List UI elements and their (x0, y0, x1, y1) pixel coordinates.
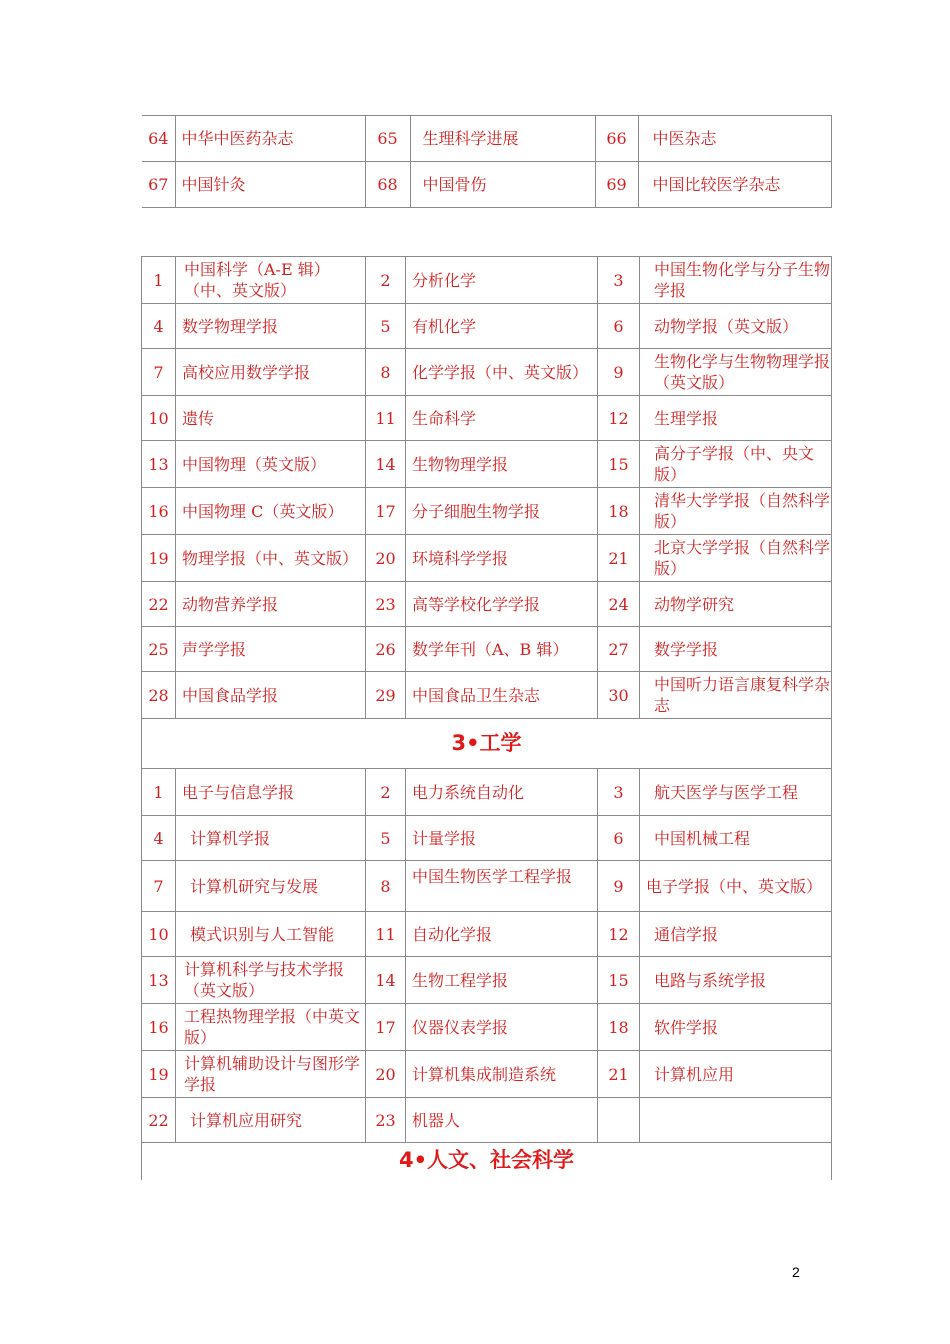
journal-number: 12 (598, 912, 640, 957)
journal-number: 6 (598, 816, 640, 861)
journal-name: 中华中医药杂志 (175, 116, 365, 162)
journal-number: 15 (598, 441, 640, 488)
journal-number: 22 (142, 582, 176, 627)
journal-name: 机器人 (406, 1098, 598, 1143)
journal-number: 18 (598, 488, 640, 535)
journal-name: 计算机研究与发展 (176, 861, 366, 912)
journal-number: 64 (142, 116, 175, 162)
table-row (142, 441, 832, 488)
journal-number: 2 (366, 257, 406, 304)
journal-number: 8 (366, 349, 406, 396)
journal-name: 电子与信息学报 (176, 769, 366, 816)
table-row (142, 1004, 832, 1051)
journal-number: 11 (366, 912, 406, 957)
journal-name: 计算机集成制造系统 (406, 1051, 598, 1098)
journal-number: 10 (142, 396, 176, 441)
table-row (142, 488, 832, 535)
table-row (142, 861, 832, 912)
journal-name: 环境科学学报 (406, 535, 598, 582)
journal-number: 67 (142, 162, 175, 208)
journal-name: 计算机科学与技术学报（英文版） (176, 957, 366, 1004)
table-row (142, 1051, 832, 1098)
table-row (142, 257, 832, 304)
section-heading-row (142, 719, 832, 769)
journal-name: 声学学报 (176, 627, 366, 672)
journal-name: 中国生物医学工程学报 (406, 861, 598, 912)
journal-name: 高校应用数学学报 (176, 349, 366, 396)
journal-name: 自动化学报 (406, 912, 598, 957)
journal-name: 清华大学学报（自然科学版） (640, 488, 832, 535)
journal-name: 中国生物化学与分子生物学报 (640, 257, 832, 304)
journal-number: 3 (598, 769, 640, 816)
journal-name: 软件学报 (640, 1004, 832, 1051)
journal-number: 30 (598, 672, 640, 719)
table-row (142, 116, 831, 162)
journal-number: 24 (598, 582, 640, 627)
journal-number: 21 (598, 535, 640, 582)
journal-number: 65 (365, 116, 410, 162)
journal-number: 16 (142, 488, 176, 535)
journal-number: 14 (366, 441, 406, 488)
journal-number: 22 (142, 1098, 176, 1143)
journal-table-top (142, 115, 832, 208)
table-row (142, 535, 832, 582)
journal-name: 生物物理学报 (406, 441, 598, 488)
table-row (142, 672, 832, 719)
journal-name: 物理学报（中、英文版） (176, 535, 366, 582)
journal-name: 中国食品学报 (176, 672, 366, 719)
journal-name: 计量学报 (406, 816, 598, 861)
journal-number: 9 (598, 349, 640, 396)
journal-name: 生理学报 (640, 396, 832, 441)
journal-name: 计算机辅助设计与图形学学报 (176, 1051, 366, 1098)
journal-name: 中国机械工程 (640, 816, 832, 861)
table-row (142, 162, 831, 208)
journal-number: 3 (598, 257, 640, 304)
journal-name: 模式识别与人工智能 (176, 912, 366, 957)
journal-number: 27 (598, 627, 640, 672)
journal-number: 5 (366, 816, 406, 861)
journal-number: 8 (366, 861, 406, 912)
table-row (142, 304, 832, 349)
journal-number: 28 (142, 672, 176, 719)
journal-number: 12 (598, 396, 640, 441)
section-heading-humanities: 4•人文、社会科学 (142, 1143, 832, 1181)
journal-name: 工程热物理学报（中英文版） (176, 1004, 366, 1051)
journal-name: 电路与系统学报 (640, 957, 832, 1004)
journal-number: 13 (142, 957, 176, 1004)
journal-name (640, 1098, 832, 1143)
journal-number (598, 1098, 640, 1143)
journal-name: 生物化学与生物物理学报（英文版） (640, 349, 832, 396)
table-row (142, 582, 832, 627)
journal-number: 29 (366, 672, 406, 719)
journal-name: 数学年刊（A、B 辑） (406, 627, 598, 672)
journal-number: 5 (366, 304, 406, 349)
journal-name: 电子学报（中、英文版） (640, 861, 832, 912)
journal-name: 高分子学报（中、央文版） (640, 441, 832, 488)
table-row (142, 957, 832, 1004)
journal-number: 19 (142, 1051, 176, 1098)
journal-number: 23 (366, 1098, 406, 1143)
journal-name: 电力系统自动化 (406, 769, 598, 816)
journal-name: 中国听力语言康复科学杂志 (640, 672, 832, 719)
journal-table-main (141, 256, 832, 1180)
journal-name: 计算机应用研究 (176, 1098, 366, 1143)
journal-number: 13 (142, 441, 176, 488)
section-heading-row (142, 1143, 832, 1181)
journal-name: 高等学校化学学报 (406, 582, 598, 627)
journal-name: 遗传 (176, 396, 366, 441)
journal-number: 10 (142, 912, 176, 957)
journal-name: 动物学研究 (640, 582, 832, 627)
journal-name: 生理科学进展 (410, 116, 595, 162)
journal-number: 6 (598, 304, 640, 349)
journal-name: 数学学报 (640, 627, 832, 672)
journal-number: 2 (366, 769, 406, 816)
journal-name: 中国科学（A-E 辑）（中、英文版） (176, 257, 366, 304)
table-row (142, 627, 832, 672)
journal-number: 26 (366, 627, 406, 672)
journal-name: 分子细胞生物学报 (406, 488, 598, 535)
journal-name: 动物学报（英文版） (640, 304, 832, 349)
journal-number: 20 (366, 535, 406, 582)
journal-number: 15 (598, 957, 640, 1004)
journal-name: 有机化学 (406, 304, 598, 349)
journal-number: 23 (366, 582, 406, 627)
journal-number: 18 (598, 1004, 640, 1051)
journal-name: 中国骨伤 (410, 162, 595, 208)
journal-number: 21 (598, 1051, 640, 1098)
journal-name: 计算机应用 (640, 1051, 832, 1098)
journal-name: 通信学报 (640, 912, 832, 957)
journal-number: 1 (142, 769, 176, 816)
journal-number: 4 (142, 304, 176, 349)
journal-name: 生命科学 (406, 396, 598, 441)
journal-name: 中国物理（英文版） (176, 441, 366, 488)
journal-number: 68 (365, 162, 410, 208)
journal-number: 4 (142, 816, 176, 861)
journal-number: 66 (595, 116, 638, 162)
section-heading-engineering: 3•工学 (142, 719, 832, 769)
journal-number: 17 (366, 1004, 406, 1051)
journal-name: 生物工程学报 (406, 957, 598, 1004)
journal-name: 中医杂志 (638, 116, 831, 162)
journal-name: 航天医学与医学工程 (640, 769, 832, 816)
journal-number: 9 (598, 861, 640, 912)
journal-name: 数学物理学报 (176, 304, 366, 349)
table-row (142, 816, 832, 861)
journal-name: 中国物理 C（英文版） (176, 488, 366, 535)
journal-name: 计算机学报 (176, 816, 366, 861)
journal-number: 14 (366, 957, 406, 1004)
journal-number: 7 (142, 349, 176, 396)
journal-name: 北京大学学报（自然科学版） (640, 535, 832, 582)
journal-number: 69 (595, 162, 638, 208)
journal-number: 19 (142, 535, 176, 582)
journal-name: 仪器仪表学报 (406, 1004, 598, 1051)
page-number: 2 (792, 1264, 800, 1280)
journal-name: 动物营养学报 (176, 582, 366, 627)
journal-name: 中国针灸 (175, 162, 365, 208)
journal-number: 25 (142, 627, 176, 672)
journal-number: 11 (366, 396, 406, 441)
journal-number: 1 (142, 257, 176, 304)
journal-number: 20 (366, 1051, 406, 1098)
table-row (142, 349, 832, 396)
table-row (142, 396, 832, 441)
journal-number: 7 (142, 861, 176, 912)
table-row (142, 912, 832, 957)
journal-name: 中国比较医学杂志 (638, 162, 831, 208)
table-row (142, 769, 832, 816)
journal-name: 化学学报（中、英文版） (406, 349, 598, 396)
journal-name: 分析化学 (406, 257, 598, 304)
table-row (142, 1098, 832, 1143)
journal-number: 17 (366, 488, 406, 535)
journal-name: 中国食品卫生杂志 (406, 672, 598, 719)
journal-number: 16 (142, 1004, 176, 1051)
